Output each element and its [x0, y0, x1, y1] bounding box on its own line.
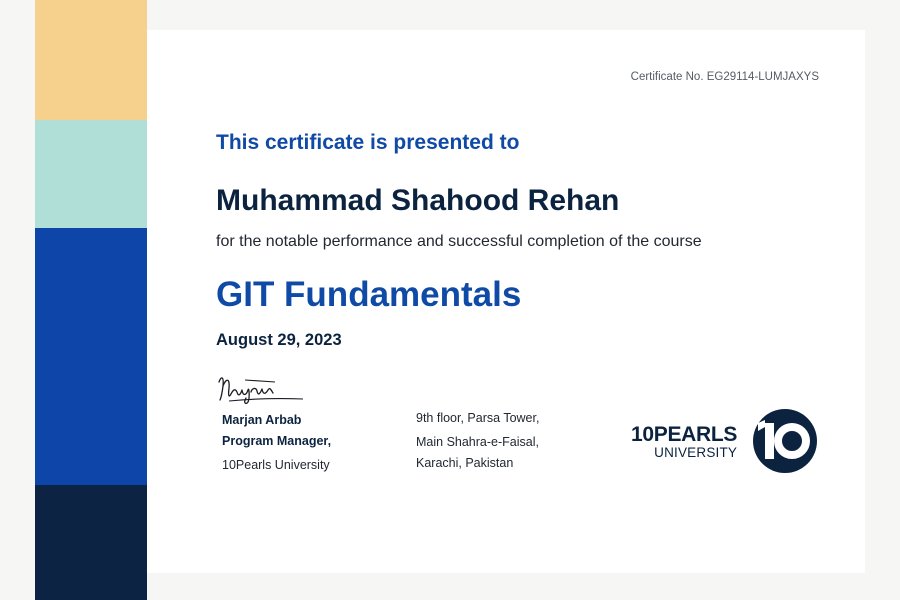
presented-to-heading: This certificate is presented to [216, 131, 520, 154]
10-circle-logo-icon [752, 408, 818, 474]
signer-organization: 10Pearls University [222, 458, 330, 472]
course-title: GIT Fundamentals [216, 275, 522, 314]
decorative-stripe-mint [35, 120, 147, 228]
completion-date: August 29, 2023 [216, 331, 342, 349]
address-line-2: Main Shahra-e-Faisal, [416, 435, 539, 449]
certificate-card [147, 30, 865, 573]
signer-name: Marjan Arbab [222, 413, 302, 427]
certificate-number: Certificate No. EG29114-LUMJAXYS [630, 71, 819, 83]
logo-wordmark [631, 424, 737, 460]
decorative-stripe-navy [35, 485, 147, 600]
recipient-name: Muhammad Shahood Rehan [216, 184, 620, 217]
decorative-stripe-blue [35, 228, 147, 485]
completion-description: for the notable performance and successful completion of the course [216, 233, 702, 250]
signer-title: Program Manager, [222, 434, 332, 448]
logo-main-text: 10PEARLS [631, 423, 738, 446]
decorative-stripe-yellow [35, 0, 147, 120]
address-line-3: Karachi, Pakistan [416, 456, 514, 470]
logo-sub-text: UNIVERSITY [654, 445, 738, 460]
address-line-1: 9th floor, Parsa Tower, [416, 411, 540, 425]
signature-icon [215, 372, 307, 408]
